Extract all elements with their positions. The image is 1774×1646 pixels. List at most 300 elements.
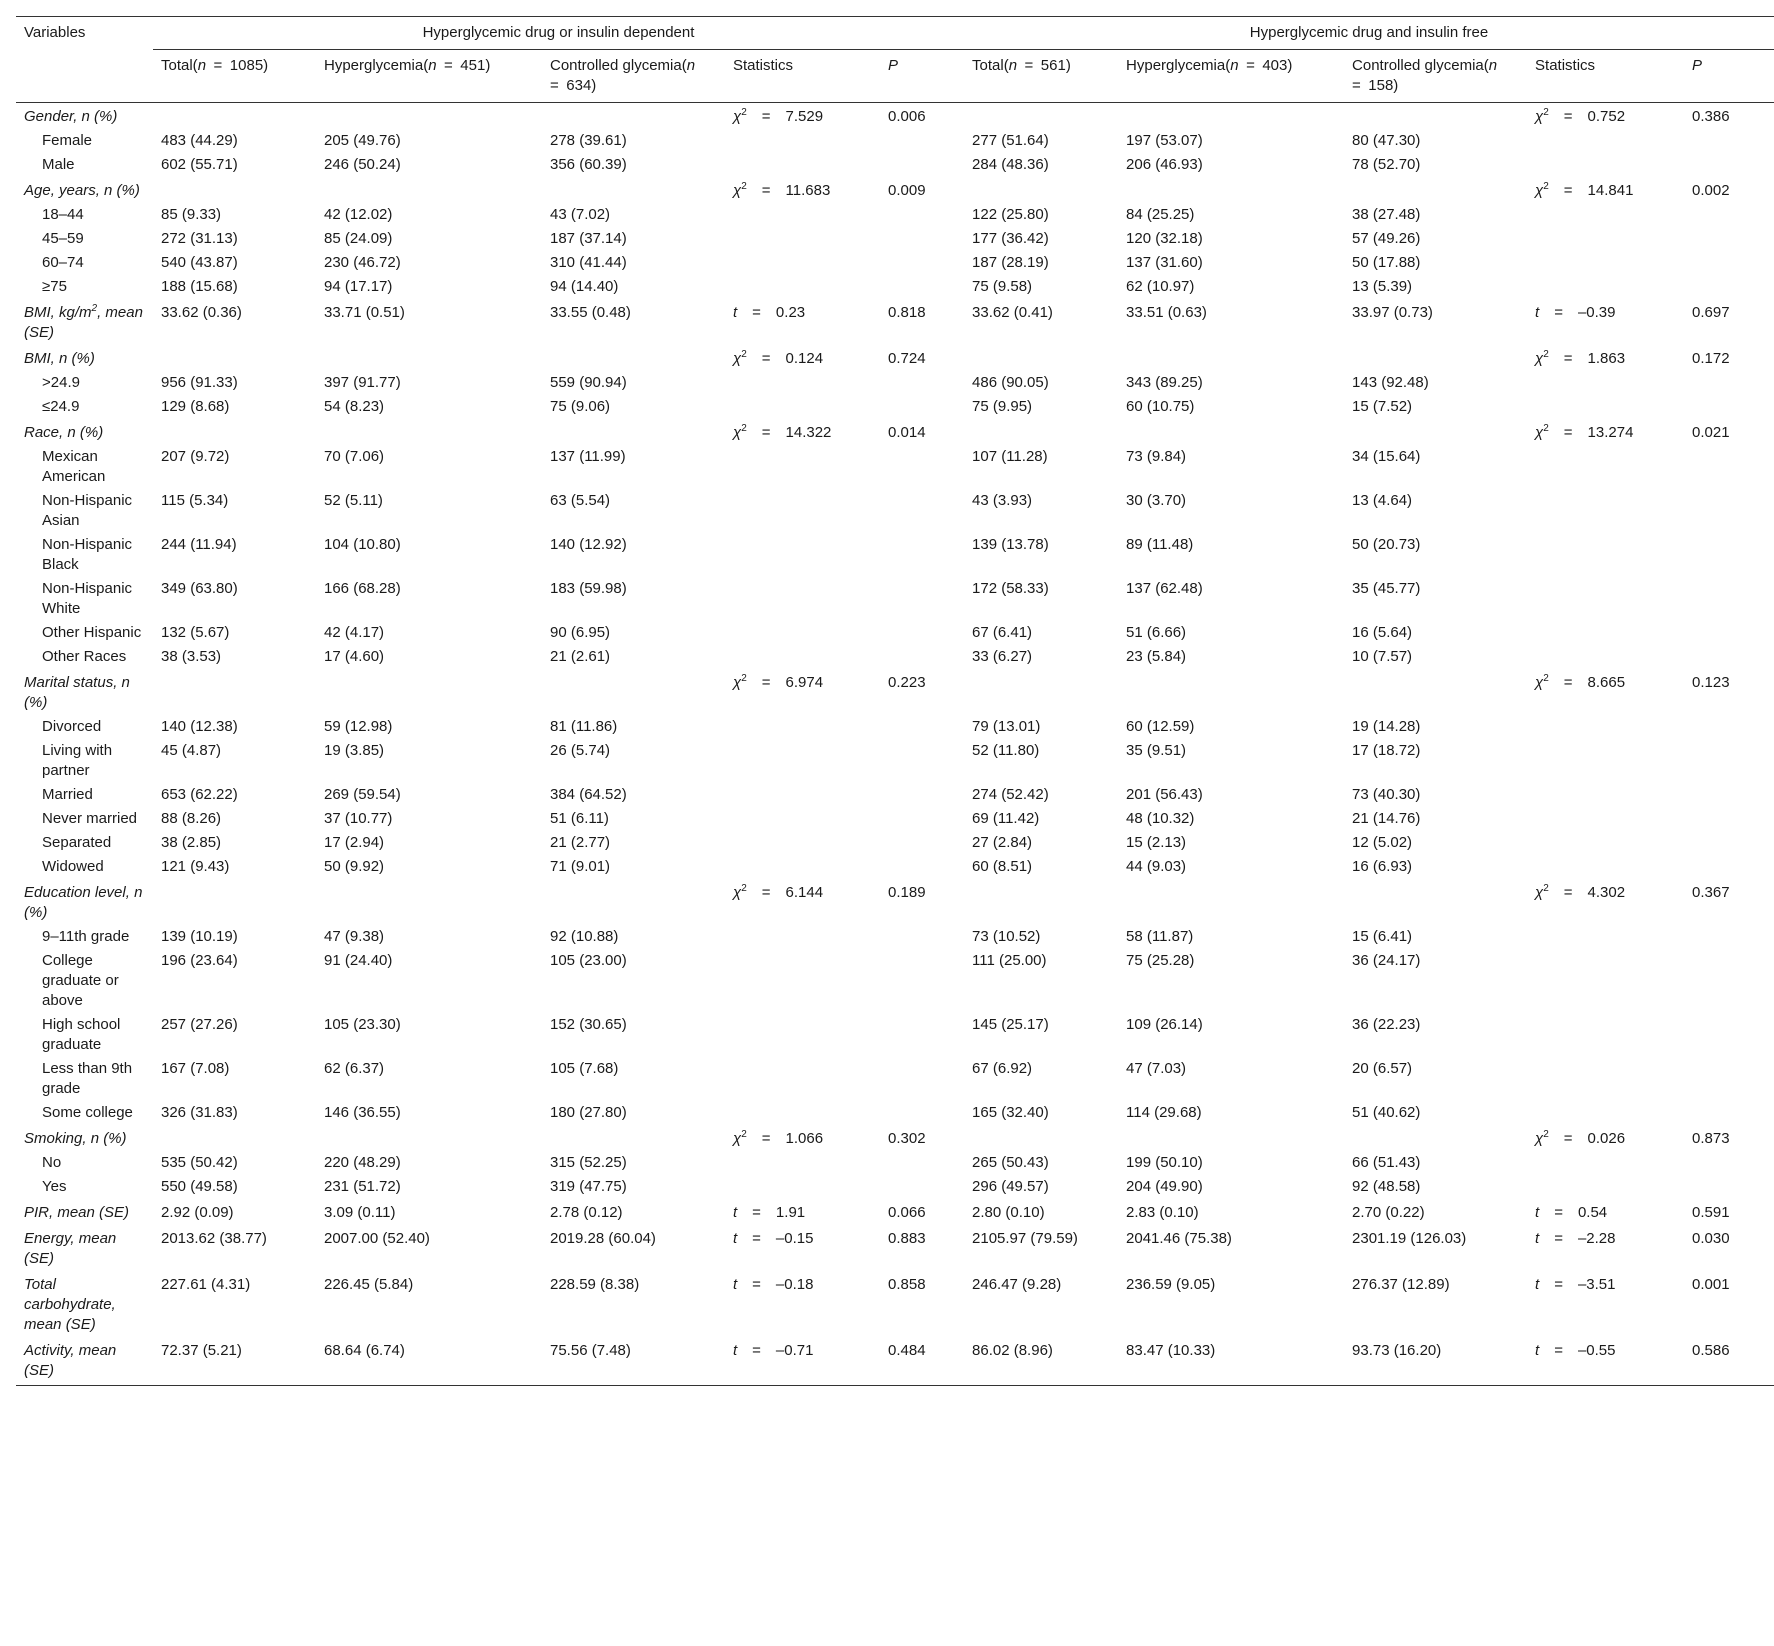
- cell-b-hyper: 204 (49.90): [1126, 1178, 1203, 1195]
- cell-b-p: 0.001: [1692, 1276, 1730, 1293]
- cell-b-hyper: 62 (10.97): [1126, 278, 1195, 295]
- cell-b-hyper: [1118, 177, 1344, 203]
- cell-a-total: 483 (44.29): [161, 132, 238, 149]
- cell-a-hyper: 2007.00 (52.40): [324, 1230, 430, 1247]
- row-label: Education level, n (%): [24, 884, 143, 921]
- cell-a-stat: t = 1.91: [733, 1204, 806, 1221]
- cell-a-stat: [725, 227, 880, 251]
- cell-a-ctrl: 92 (10.88): [550, 928, 619, 945]
- cell-b-ctrl: 13 (4.64): [1352, 492, 1413, 509]
- cell-a-stat: t = –0.15: [733, 1230, 814, 1247]
- cell-a-p: [880, 807, 964, 831]
- cell-b-p: [1684, 783, 1774, 807]
- row-label: Age, years, n (%): [24, 182, 140, 199]
- row-label: Mexican American: [42, 448, 106, 485]
- cell-a-stat: [725, 621, 880, 645]
- cell-b-total: 486 (90.05): [972, 374, 1049, 391]
- cell-a-stat: [725, 251, 880, 275]
- cell-a-ctrl: 51 (6.11): [550, 810, 609, 827]
- cell-a-p: 0.223: [888, 674, 926, 691]
- row-label: Energy, mean (SE): [24, 1230, 117, 1267]
- cell-a-total: [153, 177, 316, 203]
- cell-a-stat: [725, 533, 880, 577]
- table-row-subcategory: [16, 533, 1774, 577]
- cell-b-total: 33 (6.27): [972, 648, 1033, 665]
- cell-b-total: 69 (11.42): [972, 810, 1040, 827]
- cell-b-ctrl: [1344, 879, 1527, 925]
- cell-b-stat: [1527, 203, 1684, 227]
- cell-a-total: 540 (43.87): [161, 254, 238, 271]
- cell-b-hyper: 60 (10.75): [1126, 398, 1195, 415]
- cell-a-p: [880, 783, 964, 807]
- cell-b-stat: [1527, 129, 1684, 153]
- table-row-subcategory: [16, 1057, 1774, 1101]
- cell-b-total: 75 (9.58): [972, 278, 1033, 295]
- cell-b-total: 27 (2.84): [972, 834, 1033, 851]
- cell-a-p: [880, 153, 964, 177]
- cell-b-ctrl: 92 (48.58): [1352, 1178, 1421, 1195]
- cell-a-p: [880, 1057, 964, 1101]
- cell-a-stat: $\chi^2$ = 1.066: [733, 1129, 824, 1147]
- cell-b-stat: [1527, 489, 1684, 533]
- cell-b-ctrl: 15 (7.52): [1352, 398, 1413, 415]
- col-b-hyper: Hyperglycemia(n = 403): [1118, 50, 1344, 103]
- cell-a-hyper: 230 (46.72): [324, 254, 401, 271]
- cell-b-hyper: 73 (9.84): [1126, 448, 1187, 465]
- cell-a-total: 550 (49.58): [161, 1178, 238, 1195]
- cell-b-hyper: 83.47 (10.33): [1118, 1337, 1344, 1386]
- cell-b-hyper: 109 (26.14): [1126, 1016, 1203, 1033]
- cell-b-stat: [1527, 395, 1684, 419]
- row-label: Non-Hispanic Asian: [42, 492, 133, 529]
- table-row-subcategory: [16, 715, 1774, 739]
- cell-a-total: 38 (2.85): [161, 834, 222, 851]
- cell-a-p: 0.883: [888, 1230, 926, 1247]
- cell-a-total: 227.61 (4.31): [161, 1276, 251, 1293]
- cell-a-total: 2013.62 (38.77): [161, 1230, 267, 1247]
- cell-a-stat: [725, 1057, 880, 1101]
- cell-b-ctrl: 20 (6.57): [1352, 1060, 1413, 1077]
- cell-a-hyper: 33.71 (0.51): [324, 304, 405, 321]
- cell-b-stat: [1527, 831, 1684, 855]
- cell-b-total: 172 (58.33): [972, 580, 1049, 597]
- cell-a-hyper: 85 (24.09): [324, 230, 393, 247]
- cell-a-hyper: 146 (36.55): [324, 1104, 401, 1121]
- cell-b-stat: [1527, 251, 1684, 275]
- cell-a-hyper: [316, 879, 542, 925]
- cell-a-stat: [725, 153, 880, 177]
- col-b-total: Total(n = 561): [964, 50, 1118, 103]
- cell-b-p: 0.002: [1692, 182, 1730, 199]
- cell-a-stat: [725, 445, 880, 489]
- cell-a-stat: [725, 715, 880, 739]
- cell-a-ctrl: [542, 1125, 725, 1151]
- cell-a-p: 0.858: [888, 1276, 926, 1293]
- cell-b-hyper: 60 (12.59): [1126, 718, 1195, 735]
- cell-b-hyper: [1118, 669, 1344, 715]
- cell-b-stat: [1527, 275, 1684, 299]
- cell-a-hyper: 246 (50.24): [324, 156, 401, 173]
- row-label: Non-Hispanic White: [42, 580, 133, 617]
- table-row-category: [16, 1225, 1774, 1271]
- cell-b-stat: [1527, 621, 1684, 645]
- row-label: Less than 9th grade: [42, 1060, 133, 1097]
- cell-a-stat: [725, 1101, 880, 1125]
- cell-a-ctrl: 2.78 (0.12): [550, 1204, 623, 1221]
- cell-a-p: 0.066: [888, 1204, 926, 1221]
- cell-b-stat: $\chi^2$ = 1.863: [1535, 349, 1626, 367]
- cell-a-ctrl: 90 (6.95): [550, 624, 611, 641]
- cell-a-p: [880, 203, 964, 227]
- cell-b-ctrl: 80 (47.30): [1352, 132, 1421, 149]
- table-row-subcategory: [16, 1175, 1774, 1199]
- cell-b-total: 52 (11.80): [972, 742, 1040, 759]
- cell-a-hyper: 52 (5.11): [324, 492, 383, 509]
- cell-a-hyper: [316, 103, 542, 130]
- cell-b-p: [1684, 445, 1774, 489]
- cell-a-hyper: 397 (91.77): [324, 374, 401, 391]
- cell-b-ctrl: 50 (17.88): [1352, 254, 1421, 271]
- cell-b-total: 274 (52.42): [972, 786, 1049, 803]
- cell-b-total: 73 (10.52): [972, 928, 1041, 945]
- cell-b-ctrl: 16 (6.93): [1352, 858, 1413, 875]
- cell-a-hyper: 269 (59.54): [324, 786, 401, 803]
- cell-a-ctrl: 94 (14.40): [550, 278, 619, 295]
- cell-b-total: 75 (9.95): [972, 398, 1033, 415]
- cell-b-p: [1684, 739, 1774, 783]
- cell-b-stat: t = –0.39: [1535, 304, 1616, 321]
- cell-a-hyper: 205 (49.76): [324, 132, 401, 149]
- cell-a-ctrl: 26 (5.74): [550, 742, 611, 759]
- cell-b-p: [1684, 831, 1774, 855]
- cell-b-p: 0.172: [1692, 350, 1730, 367]
- cell-a-total: 326 (31.83): [161, 1104, 238, 1121]
- cell-a-hyper: 91 (24.40): [324, 952, 393, 969]
- cell-b-hyper: [1118, 419, 1344, 445]
- cell-a-ctrl: 21 (2.61): [550, 648, 611, 665]
- table-row-category: [16, 345, 1774, 371]
- cell-b-ctrl: [1344, 669, 1527, 715]
- cell-b-ctrl: 35 (45.77): [1352, 580, 1421, 597]
- cell-a-stat: [725, 1175, 880, 1199]
- cell-b-total: 177 (36.42): [972, 230, 1049, 247]
- table-row-subcategory: [16, 831, 1774, 855]
- table-row-subcategory: [16, 251, 1774, 275]
- row-label: Race, n (%): [24, 424, 104, 441]
- cell-b-hyper: 197 (53.07): [1126, 132, 1203, 149]
- cell-a-total: 115 (5.34): [161, 492, 229, 509]
- table-row-category: [16, 103, 1774, 130]
- cell-b-total: [964, 1125, 1118, 1151]
- row-label: ≤24.9: [42, 398, 80, 415]
- row-label: BMI, n (%): [24, 350, 95, 367]
- cell-a-p: [880, 275, 964, 299]
- row-label: Smoking, n (%): [24, 1130, 127, 1147]
- cell-b-stat: [1527, 855, 1684, 879]
- cell-b-total: 111 (25.00): [972, 952, 1047, 969]
- cell-b-total: 277 (51.64): [972, 132, 1049, 149]
- cell-a-stat: [725, 807, 880, 831]
- cell-a-ctrl: 43 (7.02): [550, 206, 611, 223]
- cell-b-stat: [1527, 949, 1684, 1013]
- row-label: ≥75: [42, 278, 67, 295]
- cell-a-hyper: 68.64 (6.74): [316, 1337, 542, 1386]
- row-label: 18–44: [42, 206, 84, 223]
- cell-b-p: [1684, 1175, 1774, 1199]
- cell-a-stat: [725, 129, 880, 153]
- table-row-subcategory: [16, 925, 1774, 949]
- cell-b-total: 145 (25.17): [972, 1016, 1049, 1033]
- row-label: Separated: [42, 834, 112, 851]
- cell-a-p: [880, 621, 964, 645]
- cell-a-p: [880, 831, 964, 855]
- cell-b-stat: t = 0.54: [1535, 1204, 1608, 1221]
- cell-a-stat: [725, 783, 880, 807]
- cell-b-ctrl: [1344, 345, 1527, 371]
- cell-a-total: 602 (55.71): [161, 156, 238, 173]
- cell-b-hyper: 2041.46 (75.38): [1126, 1230, 1232, 1247]
- row-label: Activity, mean (SE): [16, 1337, 153, 1386]
- cell-a-p: [880, 949, 964, 1013]
- cell-b-stat: [1527, 533, 1684, 577]
- cell-a-total: [153, 1125, 316, 1151]
- cell-a-p: 0.189: [888, 884, 926, 901]
- cell-b-ctrl: [1344, 103, 1527, 130]
- cell-b-hyper: 44 (9.03): [1126, 858, 1187, 875]
- cell-a-hyper: 166 (68.28): [324, 580, 401, 597]
- cell-b-p: [1684, 1057, 1774, 1101]
- cell-a-p: 0.014: [888, 424, 926, 441]
- cell-b-hyper: 58 (11.87): [1126, 928, 1194, 945]
- cell-b-p: 0.021: [1692, 424, 1730, 441]
- cell-b-stat: [1527, 1101, 1684, 1125]
- cell-a-ctrl: 356 (60.39): [550, 156, 627, 173]
- cell-b-ctrl: 10 (7.57): [1352, 648, 1413, 665]
- cell-b-p: [1684, 227, 1774, 251]
- cell-a-hyper: [316, 419, 542, 445]
- table-row-subcategory: [16, 807, 1774, 831]
- row-label: Yes: [42, 1178, 67, 1195]
- table-row-subcategory: [16, 855, 1774, 879]
- cell-a-total: 85 (9.33): [161, 206, 222, 223]
- cell-a-ctrl: 140 (12.92): [550, 536, 627, 553]
- cell-a-total: 140 (12.38): [161, 718, 238, 735]
- cell-a-hyper: [316, 1125, 542, 1151]
- table-row-subcategory: [16, 739, 1774, 783]
- cell-a-ctrl: 33.55 (0.48): [550, 304, 631, 321]
- cell-a-ctrl: 187 (37.14): [550, 230, 627, 247]
- table-row-category: [16, 1199, 1774, 1225]
- cell-b-stat: $\chi^2$ = 4.302: [1535, 883, 1626, 901]
- cell-a-stat: $\chi^2$ = 7.529: [733, 107, 824, 125]
- row-label: Gender, n (%): [24, 108, 118, 125]
- cell-a-hyper: 220 (48.29): [324, 1154, 401, 1171]
- cell-a-hyper: 105 (23.30): [324, 1016, 401, 1033]
- table-row-subcategory: [16, 203, 1774, 227]
- cell-b-total: 86.02 (8.96): [964, 1337, 1118, 1386]
- cell-b-stat: [1527, 577, 1684, 621]
- cell-a-hyper: 59 (12.98): [324, 718, 393, 735]
- cell-b-stat: $\chi^2$ = 14.841: [1535, 181, 1634, 199]
- cell-a-p: [880, 739, 964, 783]
- col-b-ctrl: Controlled glycemia(n = 158): [1344, 50, 1527, 103]
- row-label: Some college: [42, 1104, 133, 1121]
- cell-b-ctrl: 33.97 (0.73): [1352, 304, 1433, 321]
- cell-b-hyper: 51 (6.66): [1126, 624, 1187, 641]
- cell-a-p: [880, 533, 964, 577]
- cell-b-hyper: 120 (32.18): [1126, 230, 1203, 247]
- cell-b-ctrl: 38 (27.48): [1352, 206, 1421, 223]
- table-row-subcategory: [16, 395, 1774, 419]
- cell-a-total: 72.37 (5.21): [153, 1337, 316, 1386]
- cell-b-stat: [1527, 1151, 1684, 1175]
- cell-a-ctrl: 75 (9.06): [550, 398, 611, 415]
- cell-b-p: [1684, 715, 1774, 739]
- cell-b-hyper: 23 (5.84): [1126, 648, 1187, 665]
- cell-a-hyper: 54 (8.23): [324, 398, 385, 415]
- cell-a-stat: $\chi^2$ = 14.322: [733, 423, 832, 441]
- cell-a-p: [880, 395, 964, 419]
- cell-b-p: [1684, 203, 1774, 227]
- cell-b-hyper: 75 (25.28): [1126, 952, 1195, 969]
- cell-a-total: 88 (8.26): [161, 810, 222, 827]
- cell-a-hyper: 226.45 (5.84): [324, 1276, 414, 1293]
- cell-a-ctrl: 310 (41.44): [550, 254, 627, 271]
- col-b-stats: Statistics: [1527, 50, 1684, 103]
- cell-a-total: 132 (5.67): [161, 624, 230, 641]
- cell-b-hyper: 48 (10.32): [1126, 810, 1195, 827]
- cell-a-stat: [725, 855, 880, 879]
- cell-b-stat: $\chi^2$ = 0.026: [1535, 1129, 1626, 1147]
- cell-b-total: 33.62 (0.41): [972, 304, 1053, 321]
- row-label: Divorced: [42, 718, 102, 735]
- table-row-subcategory: [16, 371, 1774, 395]
- col-a-stats: Statistics: [725, 50, 880, 103]
- cell-b-total: [964, 177, 1118, 203]
- cell-a-ctrl: 137 (11.99): [550, 448, 626, 465]
- cell-a-p: [880, 445, 964, 489]
- cell-a-total: 129 (8.68): [161, 398, 230, 415]
- cell-a-ctrl: 315 (52.25): [550, 1154, 627, 1171]
- table-row-subcategory: [16, 227, 1774, 251]
- cell-b-total: 187 (28.19): [972, 254, 1049, 271]
- cell-a-p: [880, 1151, 964, 1175]
- cell-a-total: 38 (3.53): [161, 648, 222, 665]
- cell-a-p: [880, 129, 964, 153]
- cell-b-total: 2.80 (0.10): [972, 1204, 1045, 1221]
- cell-b-p: [1684, 371, 1774, 395]
- cell-a-total: 33.62 (0.36): [161, 304, 242, 321]
- cell-b-stat: [1527, 1013, 1684, 1057]
- cell-a-total: 653 (62.22): [161, 786, 238, 803]
- cell-b-hyper: 206 (46.93): [1126, 156, 1203, 173]
- table-row-subcategory: [16, 445, 1774, 489]
- cell-a-ctrl: [542, 669, 725, 715]
- cell-a-p: 0.009: [888, 182, 926, 199]
- col-a-p: P: [880, 50, 964, 103]
- cell-a-ctrl: 228.59 (8.38): [550, 1276, 640, 1293]
- cell-b-total: 67 (6.41): [972, 624, 1033, 641]
- cell-a-ctrl: 71 (9.01): [550, 858, 611, 875]
- cell-a-p: [880, 227, 964, 251]
- cell-b-p: [1684, 129, 1774, 153]
- cell-b-hyper: 47 (7.03): [1126, 1060, 1187, 1077]
- cell-b-total: [964, 669, 1118, 715]
- cell-a-stat: $\chi^2$ = 6.144: [733, 883, 824, 901]
- cell-b-hyper: [1118, 103, 1344, 130]
- cell-a-stat: [725, 1013, 880, 1057]
- cell-b-hyper: 2.83 (0.10): [1126, 1204, 1199, 1221]
- cell-b-p: [1684, 1101, 1774, 1125]
- cell-a-hyper: 42 (4.17): [324, 624, 385, 641]
- cell-b-p: [1684, 489, 1774, 533]
- cell-b-p: [1684, 645, 1774, 669]
- cell-a-hyper: 94 (17.17): [324, 278, 393, 295]
- cell-a-total: [153, 419, 316, 445]
- cell-a-ctrl: 278 (39.61): [550, 132, 627, 149]
- cell-b-ctrl: 51 (40.62): [1352, 1104, 1421, 1121]
- cell-a-total: 244 (11.94): [161, 536, 237, 553]
- row-label: >24.9: [42, 374, 80, 391]
- cell-b-total: 79 (13.01): [972, 718, 1041, 735]
- cell-a-stat: t = 0.23: [733, 304, 806, 321]
- cell-b-hyper: 30 (3.70): [1126, 492, 1187, 509]
- table-row-category: [16, 299, 1774, 345]
- cell-a-ctrl: 2019.28 (60.04): [550, 1230, 656, 1247]
- col-b-p: P: [1684, 50, 1774, 103]
- cell-b-ctrl: 2301.19 (126.03): [1352, 1230, 1467, 1247]
- cell-a-hyper: 42 (12.02): [324, 206, 393, 223]
- cell-b-p: 0.030: [1692, 1230, 1730, 1247]
- cell-b-ctrl: 2.70 (0.22): [1352, 1204, 1425, 1221]
- cell-a-ctrl: [542, 419, 725, 445]
- row-label: College graduate or above: [42, 952, 119, 1009]
- cell-b-ctrl: 16 (5.64): [1352, 624, 1413, 641]
- row-label: Living with partner: [42, 742, 113, 779]
- group-b-header: Hyperglycemic drug and insulin free: [964, 17, 1774, 50]
- table-row-category: [16, 879, 1774, 925]
- cell-b-total: 2105.97 (79.59): [972, 1230, 1078, 1247]
- cell-a-p: 0.006: [888, 108, 926, 125]
- cell-b-ctrl: 19 (14.28): [1352, 718, 1421, 735]
- cell-a-ctrl: [542, 879, 725, 925]
- cell-a-ctrl: [542, 177, 725, 203]
- cell-a-total: 139 (10.19): [161, 928, 238, 945]
- cell-b-hyper: 137 (62.48): [1126, 580, 1203, 597]
- table-row-subcategory: [16, 1151, 1774, 1175]
- cell-b-total: 246.47 (9.28): [972, 1276, 1062, 1293]
- row-label: Total carbohydrate, mean (SE): [24, 1276, 116, 1333]
- row-label: PIR, mean (SE): [24, 1204, 130, 1221]
- cell-b-hyper: 199 (50.10): [1126, 1154, 1203, 1171]
- cell-b-stat: [1527, 715, 1684, 739]
- cell-b-p: [1684, 533, 1774, 577]
- table-row-category: [16, 177, 1774, 203]
- cell-a-p: [880, 489, 964, 533]
- cell-b-p: [1684, 153, 1774, 177]
- cell-a-hyper: 17 (4.60): [324, 648, 385, 665]
- cell-a-stat: [725, 489, 880, 533]
- cell-b-ctrl: 50 (20.73): [1352, 536, 1421, 553]
- row-label: Other Races: [42, 648, 127, 665]
- cell-a-p: [880, 371, 964, 395]
- cell-b-total: 265 (50.43): [972, 1154, 1049, 1171]
- table-body: [16, 103, 1774, 1386]
- cell-b-total: 43 (3.93): [972, 492, 1033, 509]
- cell-a-stat: [725, 275, 880, 299]
- cell-a-stat: [725, 371, 880, 395]
- cell-b-stat: $\chi^2$ = 13.274: [1535, 423, 1634, 441]
